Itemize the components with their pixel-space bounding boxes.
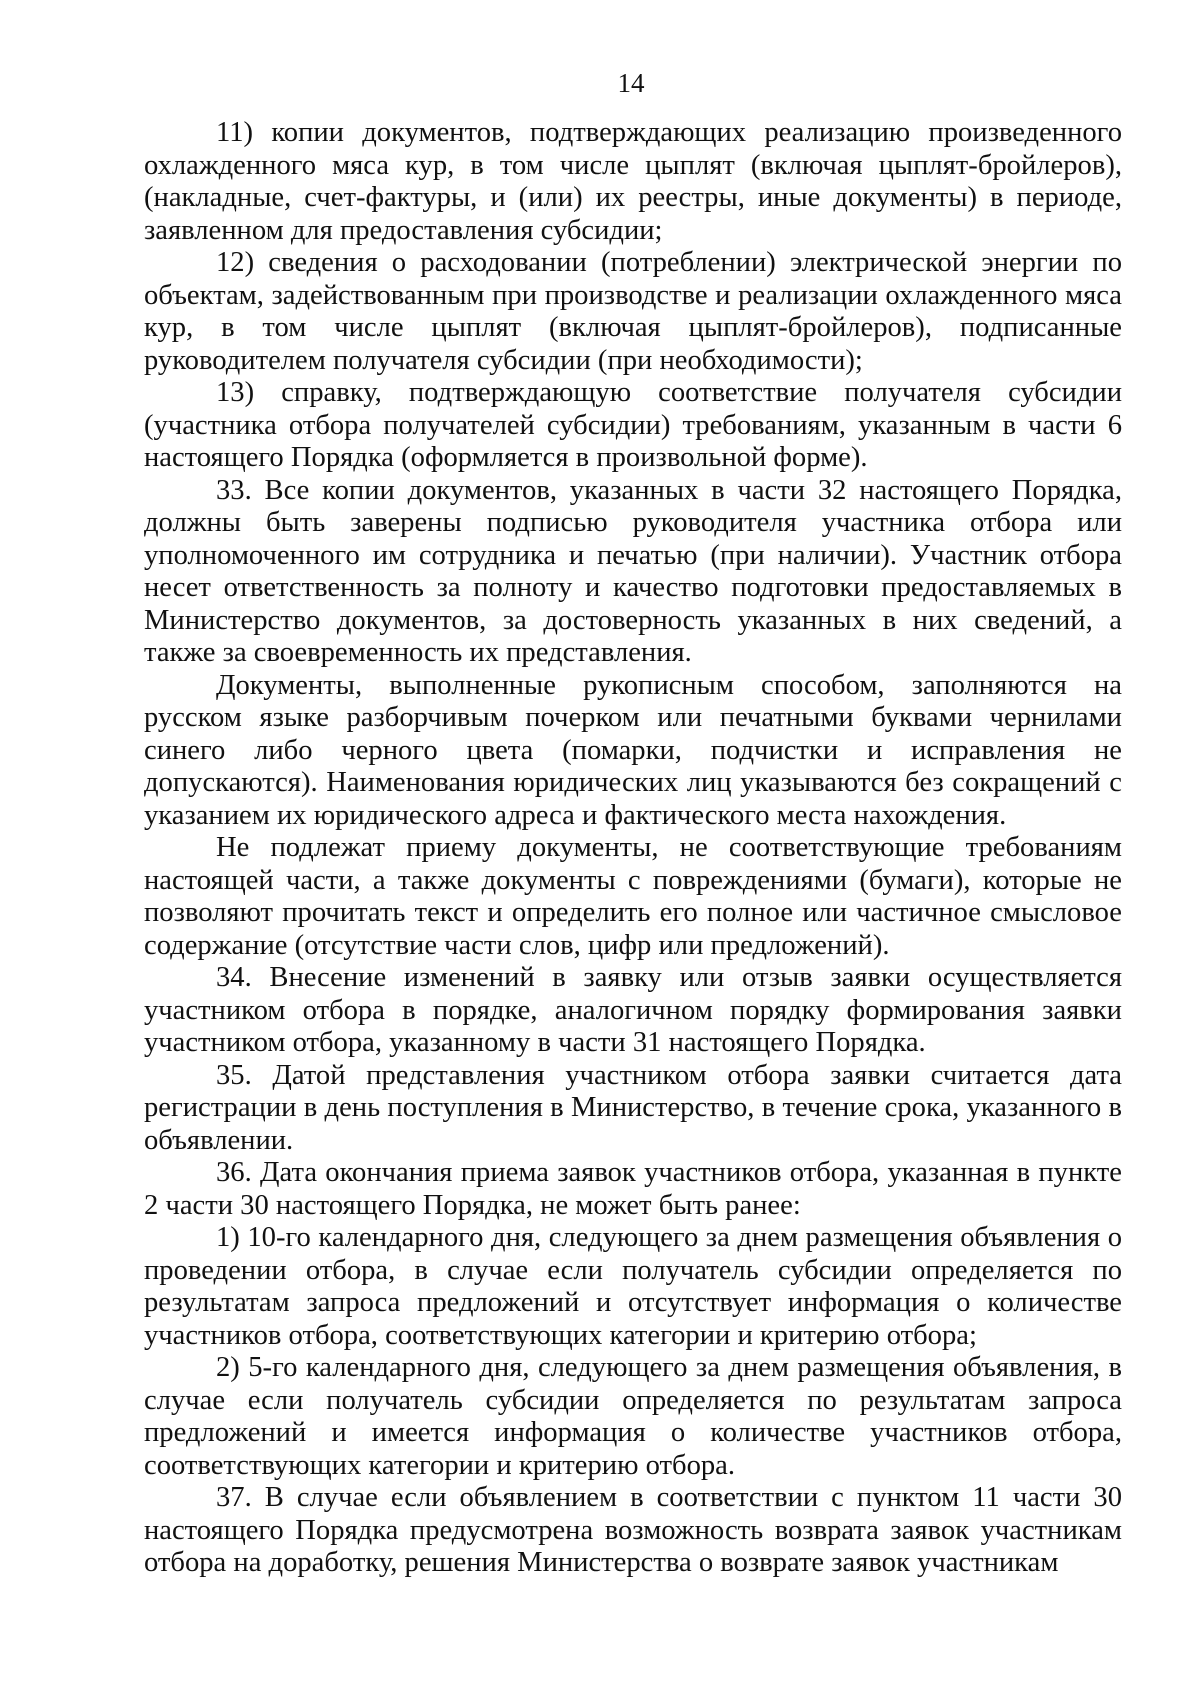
paragraph-item-12: 12) сведения о расходовании (потреблении) электрической энергии по объектам, задействованным при производстве и реализации охлажденного мяса кур, в том числе цыплят (включая цыплят-бройлеров), подписанные руководителем получателя субсидии (при необходимости);	[144, 247, 1122, 376]
paragraph-handwritten-documents: Документы, выполненные рукописным способом, заполняются на русском языке разборчивым почерком или печатными буквами чернилами синего либо черного цвета (помарки, подчистки и исправления не допускаются). Наименования юридических лиц указываются без сокращений с указанием их юридического адреса и фактического места нахождения.	[144, 669, 1122, 831]
paragraph-item-1: 1) 10-го календарного дня, следующего за днем размещения объявления о проведении отбора, в случае если получатель субсидии определяется по результатам запроса предложений и отсутствует информация о количестве участников отбора, соответствующих категории и критерию отбора;	[144, 1222, 1122, 1351]
paragraph-section-37: 37. В случае если объявлением в соответствии с пунктом 11 части 30 настоящего Порядка предусмотрена возможность возврата заявок участникам отбора на доработку, решения Министерства о возврате заявок участникам	[144, 1482, 1122, 1578]
paragraph-not-accepted-documents: Не подлежат приему документы, не соответствующие требованиям настоящей части, а также документы с повреждениями (бумаги), которые не позволяют прочитать текст и определить его полное или частичное смысловое содержание (отсутствие части слов, цифр или предложений).	[144, 832, 1122, 961]
paragraph-section-33: 33. Все копии документов, указанных в части 32 настоящего Порядка, должны быть заверены подписью руководителя участника отбора или уполномоченного им сотрудника и печатью (при наличии). Участник отбора несет ответственность за полноту и качество подготовки предоставляемых в Министерство документов, за достоверность указанных в них сведений, а также за своевременность их представления.	[144, 474, 1122, 668]
page-number: 14	[617, 68, 645, 98]
document-body	[144, 117, 1122, 1580]
paragraph-item-13: 13) справку, подтверждающую соответствие получателя субсидии (участника отбора получателей субсидии) требованиям, указанным в части 6 настоящего Порядка (оформляется в произвольной форме).	[144, 377, 1122, 473]
paragraph-item-2: 2) 5-го календарного дня, следующего за днем размещения объявления, в случае если получатель субсидии определяется по результатам запроса предложений и имеется информация о количестве участников отбора, соответствующих категории и критерию отбора.	[144, 1352, 1122, 1481]
paragraph-section-35: 35. Датой представления участником отбора заявки считается дата регистрации в день поступления в Министерство, в течение срока, указанного в объявлении.	[144, 1059, 1122, 1156]
paragraph-section-34: 34. Внесение изменений в заявку или отзыв заявки осуществляется участником отбора в порядке, аналогичном порядку формирования заявки участником отбора, указанному в части 31 настоящего Порядка.	[144, 962, 1122, 1058]
paragraph-item-11: 11) копии документов, подтверждающих реализацию произведенного охлажденного мяса кур, в том числе цыплят (включая цыплят-бройлеров), (накладные, счет-фактуры, и (или) их реестры, иные документы) в периоде, заявленном для предоставления субсидии;	[144, 117, 1122, 246]
paragraph-section-36: 36. Дата окончания приема заявок участников отбора, указанная в пункте 2 части 30 настоящего Порядка, не может быть ранее:	[144, 1157, 1122, 1221]
